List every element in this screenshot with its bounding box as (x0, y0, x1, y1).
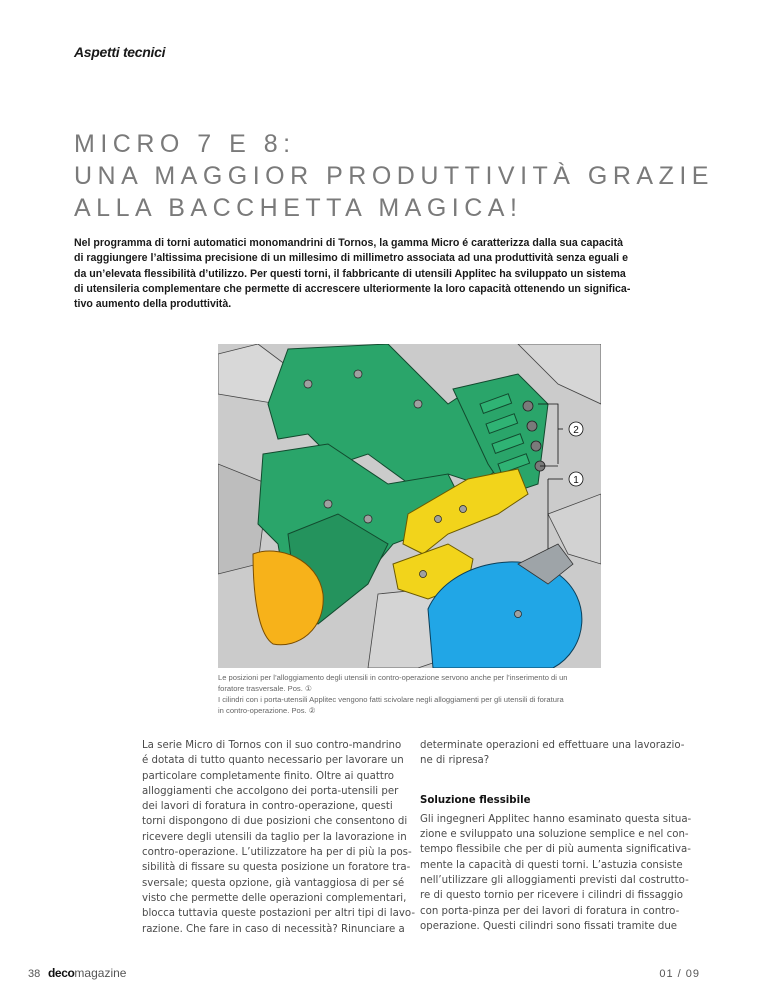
body-line: torni dispongono di due posizioni che consentono di (142, 816, 408, 828)
body-line: La serie Micro di Tornos con il suo contro-mandrino (142, 740, 402, 751)
body-line: tempo flessibile che per di più aumenta significativa- (420, 844, 691, 856)
figure-caption (218, 672, 608, 716)
magazine-logo (48, 966, 126, 980)
body-line: blocca tuttavia queste postazioni per altri tipi di lavo- (142, 908, 415, 920)
body-line: particolare completamente finito. Oltre ai quattro (142, 770, 395, 782)
body-line: ricevere degli utensili da taglio per la lavorazione in (142, 831, 407, 843)
brand-rest: magazine (74, 966, 127, 980)
section-label: Aspetti tecnici (74, 44, 166, 60)
body-column-right (420, 738, 690, 934)
lead-line: di utensileria complementare che permette di accrescere ulteriormente la loro capacità ottenendo un significa- (74, 282, 631, 295)
body-line: mente la capacità di questi torni. L’astuzia consiste (420, 859, 683, 871)
lead-line: Nel programma di torni automatici monomandrini di Tornos, la gamma Micro é caratterizza dalla sua capacità (74, 237, 624, 249)
title-line: UNA MAGGIOR PRODUTTIVITÀ GRAZIE (74, 162, 714, 190)
caption-line: in contro-operazione. Pos. ② (218, 706, 316, 715)
body-line: visto che permette delle operazioni complementari, (142, 892, 407, 904)
body-line: contro-operazione. L’utilizzatore ha per di più la pos- (142, 847, 412, 859)
machine-illustration (218, 344, 601, 668)
body-line: sversale; questa opzione, già vantaggiosa di per sé (142, 877, 405, 889)
body-line: con porta-pinza per dei lavori di foratura in contro- (420, 905, 680, 917)
issue-number: 01 / 09 (659, 968, 700, 980)
title-line: ALLA BACCHETTA MAGICA! (74, 194, 523, 222)
machine-illustration-drawing (218, 344, 601, 668)
lead-line: da un’elevata flessibilità d’utilizzo. Per questi torni, il fabbricante di utensili Applitec ha sviluppato un sistema (74, 267, 626, 280)
page-number: 38 (28, 968, 41, 980)
lead-line: di raggiungere l’altissima precisione di un millesimo di millimetro associata ad una produttività senza eguali e (74, 252, 628, 265)
body-line: é dotata di tutto quanto necessario per lavorare un (142, 755, 404, 767)
title-line: MICRO 7 E 8: (74, 130, 296, 158)
body-line: zione e sviluppato una soluzione semplice e nel con- (420, 829, 689, 841)
caption-line: Le posizioni per l’alloggiamento degli utensili in contro-operazione servono anche per l’inserimento di un (218, 673, 568, 682)
callout-2: 2 (573, 425, 579, 436)
subheading: Soluzione flessibile (420, 794, 531, 806)
caption-line: I cilindri con i porta-utensili Applitec vengono fatti scivolare negli alloggiamenti per gli utensili di foratura (218, 695, 564, 704)
body-line: alloggiamenti che accolgono dei porta-utensili per (142, 785, 399, 797)
caption-line: foratore trasversale. Pos. ① (218, 684, 312, 693)
callout-1: 1 (573, 475, 579, 486)
lead-line: tivo aumento della produttività. (74, 298, 232, 311)
body-line: operazione. Questi cilindri sono fissati tramite due (420, 920, 678, 932)
article-title (74, 128, 714, 224)
body-line: nell’utilizzare gli alloggiamenti previsti dal costrutto- (420, 875, 689, 887)
lead-paragraph (74, 236, 696, 312)
body-line: razione. Che fare in caso di necessità? Rinunciare a (142, 923, 405, 935)
body-line: ne di ripresa? (420, 755, 490, 767)
brand-bold: deco (48, 966, 75, 980)
body-line: dei lavori di foratura in contro-operazione, questi (142, 801, 393, 813)
body-line: determinate operazioni ed effettuare una lavorazio- (420, 740, 685, 751)
body-line: Gli ingegneri Applitec hanno esaminato questa situa- (420, 813, 692, 825)
body-line: re di questo tornio per ricevere i cilindri di fissaggio (420, 890, 683, 902)
body-column-left (142, 738, 415, 937)
body-line: sibilità di fissare su questa posizione un foratore tra- (142, 862, 411, 874)
